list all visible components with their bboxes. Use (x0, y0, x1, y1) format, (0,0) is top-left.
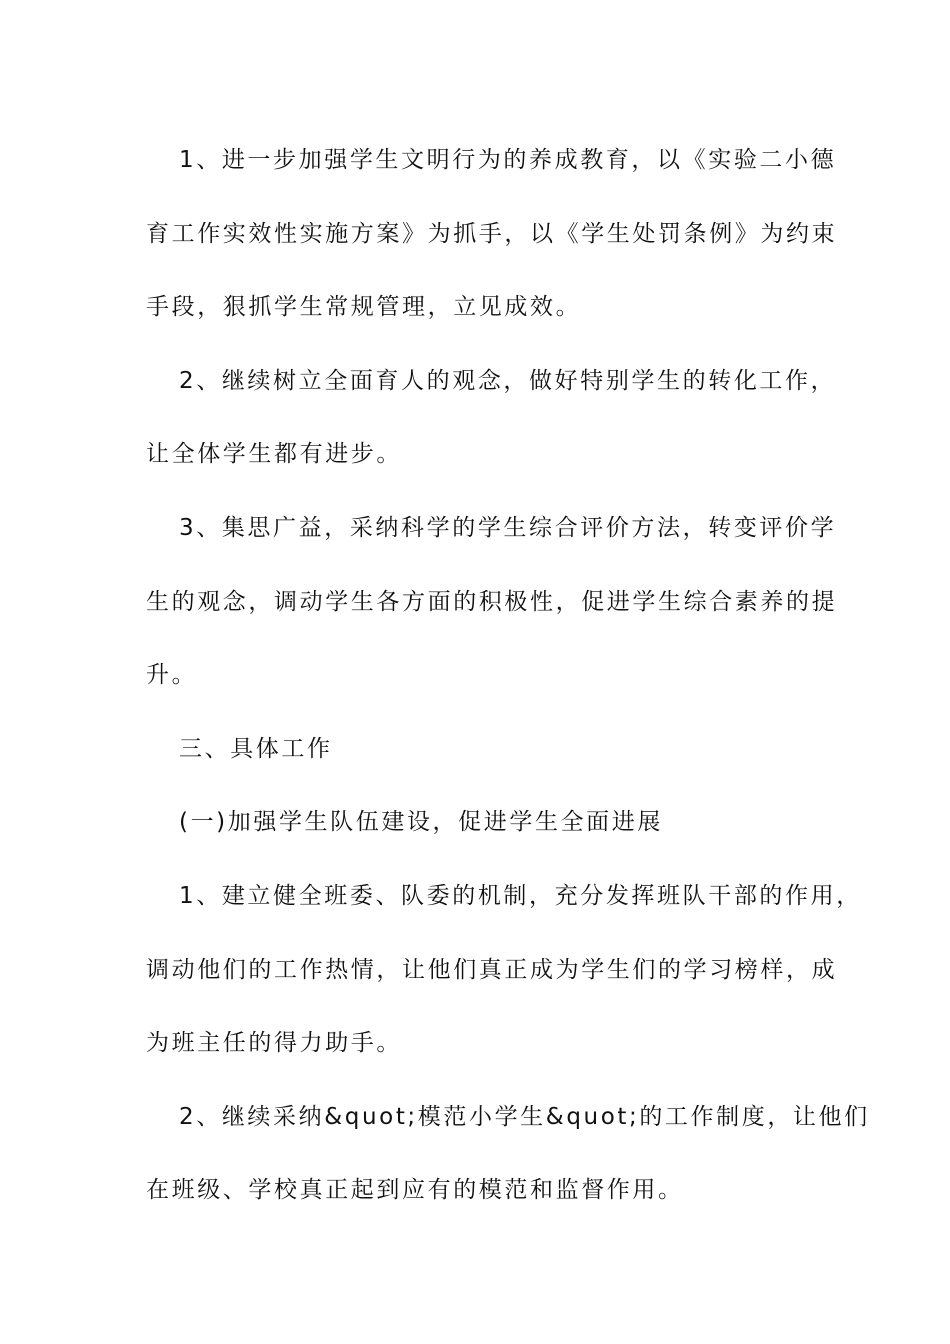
paragraph-line: 让全体学生都有进步。 (146, 441, 402, 468)
paragraph-line: 2、继续树立全面育人的观念，做好特别学生的转化工作， (179, 367, 837, 394)
paragraph-line: 3、集思广益，采纳科学的学生综合评价方法，转变评价学 (179, 514, 837, 541)
paragraph-line: 2、继续采纳&quot;模范小学生&quot;的工作制度，让他们 (179, 1103, 870, 1130)
paragraph-line: 生的观念，调动学生各方面的积极性，促进学生综合素养的提 (146, 588, 838, 615)
paragraph-line: 升。 (146, 662, 198, 689)
paragraph-line: 手段，狠抓学生常规管理，立见成效。 (146, 294, 582, 321)
paragraph-line: 在班级、学校真正起到应有的模范和监督作用。 (146, 1177, 684, 1204)
document-body (146, 124, 870, 1228)
paragraph-line: 育工作实效性实施方案》为抓手，以《学生处罚条例》为约束 (146, 220, 838, 247)
paragraph-line: 调动他们的工作热情，让他们真正成为学生们的学习榜样，成 (146, 956, 838, 983)
paragraph-line: 为班主任的得力助手。 (146, 1030, 402, 1057)
subsection-heading: (一)加强学生队伍建设，促进学生全面进展 (179, 809, 663, 836)
section-heading: 三、具体工作 (179, 735, 333, 762)
paragraph-line: 1、建立健全班委、队委的机制，充分发挥班队干部的作用， (179, 882, 862, 909)
paragraph-line: 1、进一步加强学生文明行为的养成教育，以《实验二小德 (179, 147, 837, 173)
